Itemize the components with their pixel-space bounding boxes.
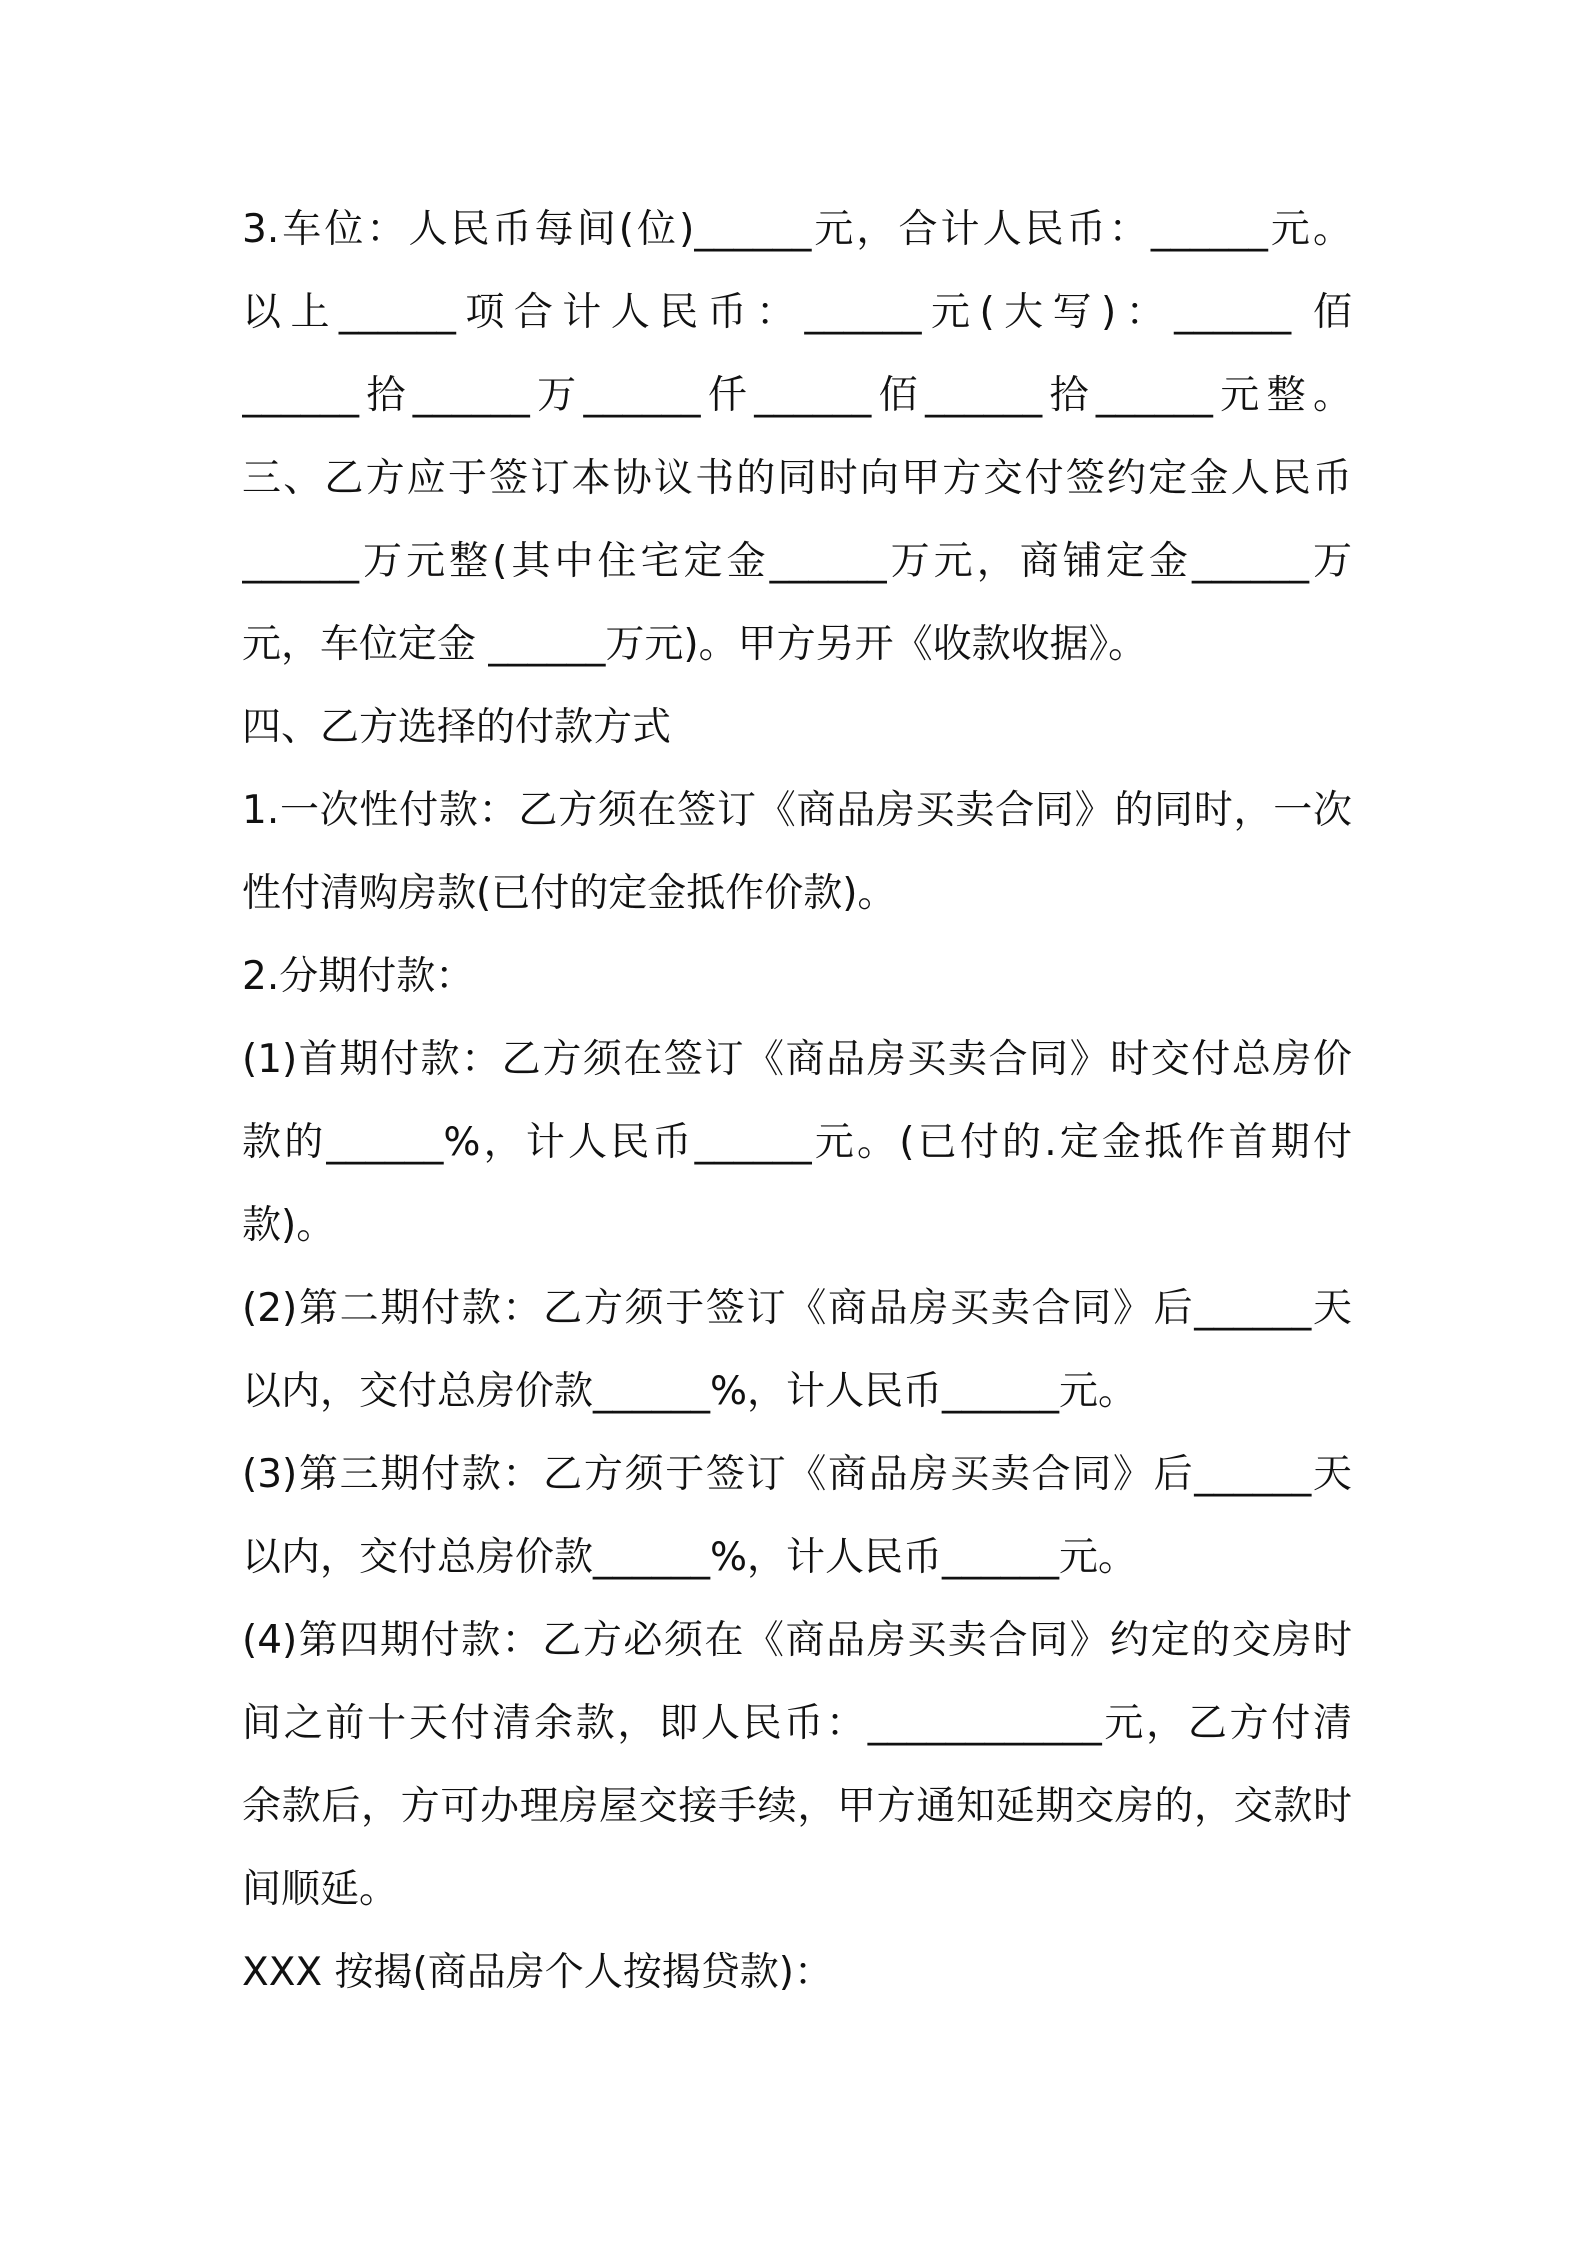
text-line: (1)首期付款：乙方须在签订《商品房买卖合同》时交付总房价 <box>242 1037 1352 1082</box>
text-line: 元，车位定金 ______万元)。甲方另开《收款收据》。 <box>242 622 1148 667</box>
text-line: 2.分期付款： <box>242 954 475 999</box>
text-line: 以内，交付总房价款______%，计人民币______元。 <box>242 1369 1138 1414</box>
text-line: 间顺延。 <box>242 1867 399 1912</box>
text-line: 性付清购房款(已付的定金抵作价款)。 <box>242 871 897 916</box>
text-line: XXX 按揭(商品房个人按揭贷款)： <box>242 1950 833 1995</box>
text-line: 三、乙方应于签订本协议书的同时向甲方交付签约定金人民币 <box>242 456 1352 501</box>
text-line: ______万元整(其中住宅定金______万元，商铺定金______万 <box>242 539 1352 584</box>
text-line: 以上______项合计人民币：______元(大写)：______ 佰 <box>242 290 1352 335</box>
text-line: 余款后，方可办理房屋交接手续，甲方通知延期交房的，交款时 <box>242 1784 1352 1829</box>
text-line: (3)第三期付款：乙方须于签订《商品房买卖合同》后______天 <box>242 1452 1352 1497</box>
text-line: (4)第四期付款：乙方必须在《商品房买卖合同》约定的交房时 <box>242 1618 1352 1663</box>
section-heading: 四、乙方选择的付款方式 <box>242 705 672 750</box>
text-line: 款)。 <box>242 1203 336 1248</box>
text-line: ______拾______万______仟______佰______拾______元整。 <box>242 373 1352 418</box>
text-line: 1.一次性付款：乙方须在签订《商品房买卖合同》的同时，一次 <box>242 788 1352 833</box>
text-line: 间之前十天付清余款，即人民币：____________元，乙方付清 <box>242 1701 1352 1746</box>
text-line: 款的______%，计人民币______元。(已付的.定金抵作首期付 <box>242 1120 1352 1165</box>
text-line: 以内，交付总房价款______%，计人民币______元。 <box>242 1535 1138 1580</box>
text-line: 3.车位：人民币每间(位)______元，合计人民币：______元。 <box>242 207 1352 252</box>
text-line: (2)第二期付款：乙方须于签订《商品房买卖合同》后______天 <box>242 1286 1352 1331</box>
